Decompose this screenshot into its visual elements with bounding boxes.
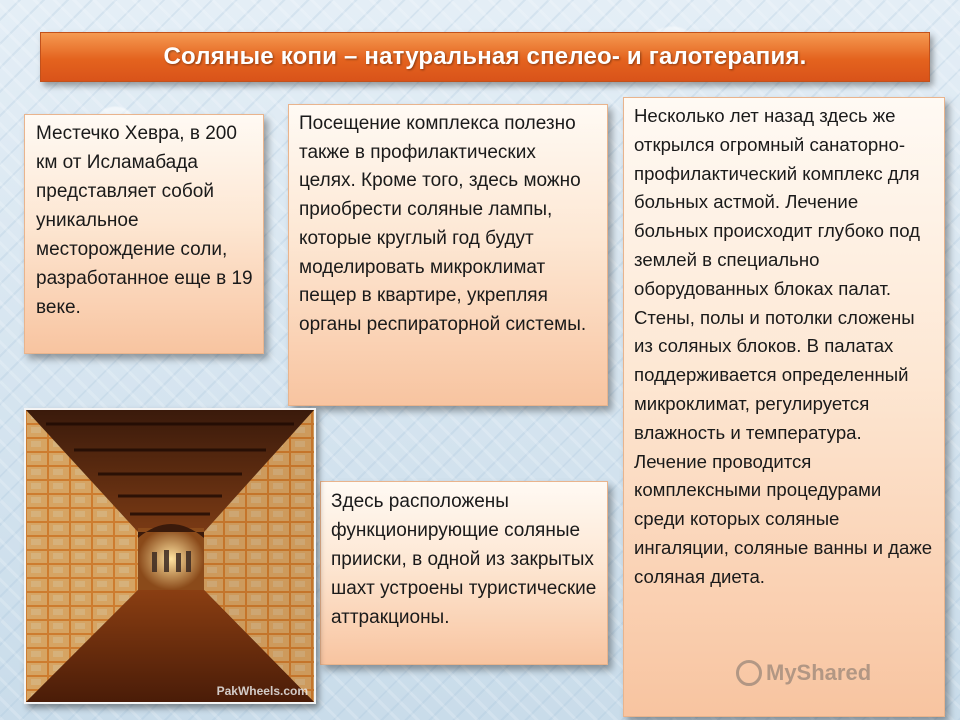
salt-tunnel-photo [24, 408, 316, 704]
salt-tunnel-image [26, 410, 314, 702]
site-watermark [736, 660, 871, 686]
text-card-sanatorium [623, 97, 945, 717]
watermark-logo-icon [736, 660, 762, 686]
slide-title: Соляные копи – натуральная спелео- и галотерапия. [163, 43, 807, 70]
card-sanatorium-text: Несколько лет назад здесь же открылся огромный санаторно-профилактический комплекс для больных астмой. Лечение больных происходит глубоко под землей в специально оборудованных блоках палат. Стены, полы и потолки сложены из соляных блоков. В палатах поддерживается определенный микроклимат, регулируется влажность и температура. Лечение проводится комплексными процедурами среди которых соляные ингаляции, соляные ванны и даже соляная диета. [634, 105, 933, 587]
text-card-location [24, 114, 264, 354]
card-prevention-text: Посещение комплекса полезно также в профилактических целях. Кроме того, здесь можно приобрести соляные лампы, которые круглый год будут моделировать микроклимат пещер в квартире, укрепляя органы респираторной системы. [299, 113, 587, 335]
text-card-prevention [288, 104, 608, 406]
slide-title-bar [40, 32, 930, 82]
photo-watermark: PakWheels.com [216, 684, 308, 698]
site-watermark-text: MyShared [766, 660, 872, 685]
card-location-text: Местечко Хевра, в 200 км от Исламабада представляет собой уникальное месторождение соли, разработанное еще в 19 веке. [36, 123, 253, 318]
text-card-mines [320, 481, 608, 665]
card-mines-text: Здесь расположены функционирующие соляные прииски, в одной из закрытых шахт устроены туристические аттракционы. [331, 491, 597, 628]
